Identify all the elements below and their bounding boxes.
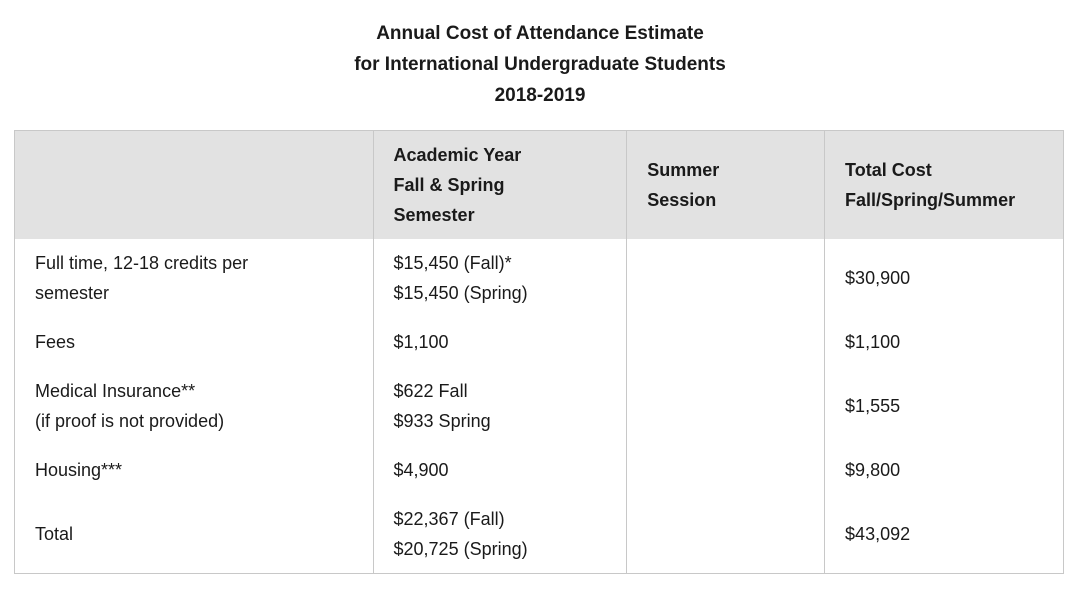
cell-total: $43,092 [845,523,911,544]
cell-label [15,367,374,446]
cell-summer [627,367,825,446]
cell-label [15,446,374,495]
cell-academic-year [373,446,627,495]
value-line: $20,725 (Spring) [393,538,528,559]
cell-summer [627,495,825,574]
label-line: Total [35,523,74,544]
header-academic-year-line-2: Fall & Spring [393,174,505,195]
value-line: $933 Spring [393,411,491,431]
header-total-line-1: Total Cost [845,159,932,180]
header-row [15,131,1064,239]
table-row-total [15,495,1064,574]
header-cell-academic-year [373,131,627,239]
table-header [15,131,1064,239]
cell-label [15,318,374,367]
header-summer-line-2: Session [647,189,717,210]
value-line: $15,450 (Spring) [393,283,528,303]
cell-label [15,239,374,318]
label-line: (if proof is not provided) [35,411,225,431]
header-cell-total-cost [825,131,1064,239]
cell-summer [627,239,825,318]
cell-academic-year [373,367,627,446]
table-row-tuition [15,239,1064,318]
header-summer-line-1: Summer [647,159,720,180]
cell-label [15,495,374,574]
value-line: $4,900 [393,460,449,480]
header-academic-year-line-1: Academic Year [393,144,522,165]
cell-summer [627,318,825,367]
cell-summer [627,446,825,495]
label-line: Medical Insurance** [35,381,196,401]
value-line: $15,450 (Fall)* [393,253,512,273]
cell-total: $30,900 [845,268,911,288]
cell-total: $1,555 [845,396,901,416]
header-cell-summer-session [627,131,825,239]
header-total-line-2: Fall/Spring/Summer [845,189,1016,210]
cell-total: $9,800 [845,460,901,480]
header-academic-year-line-3: Semester [393,204,475,225]
title-line-1: Annual Cost of Attendance Estimate [376,23,704,44]
value-line: $1,100 [393,332,449,352]
label-line: Housing*** [35,460,123,480]
cell-total: $1,100 [845,332,901,352]
table-row-housing [15,446,1064,495]
cell-academic-year [373,239,627,318]
title-line-3: 2018-2019 [494,85,586,106]
header-cell-category [15,131,374,239]
label-line: Fees [35,332,76,352]
cell-academic-year [373,495,627,574]
value-line: $22,367 (Fall) [393,508,505,529]
table-row-fees [15,318,1064,367]
cost-of-attendance-table [14,130,1064,574]
title-line-2: for International Undergraduate Students [354,54,726,75]
table-row-medical-insurance [15,367,1064,446]
label-line: Full time, 12-18 credits per [35,253,249,273]
label-line: semester [35,283,110,303]
table-body [15,239,1064,574]
value-line: $622 Fall [393,381,468,401]
cell-academic-year [373,318,627,367]
document-title [0,18,1080,111]
